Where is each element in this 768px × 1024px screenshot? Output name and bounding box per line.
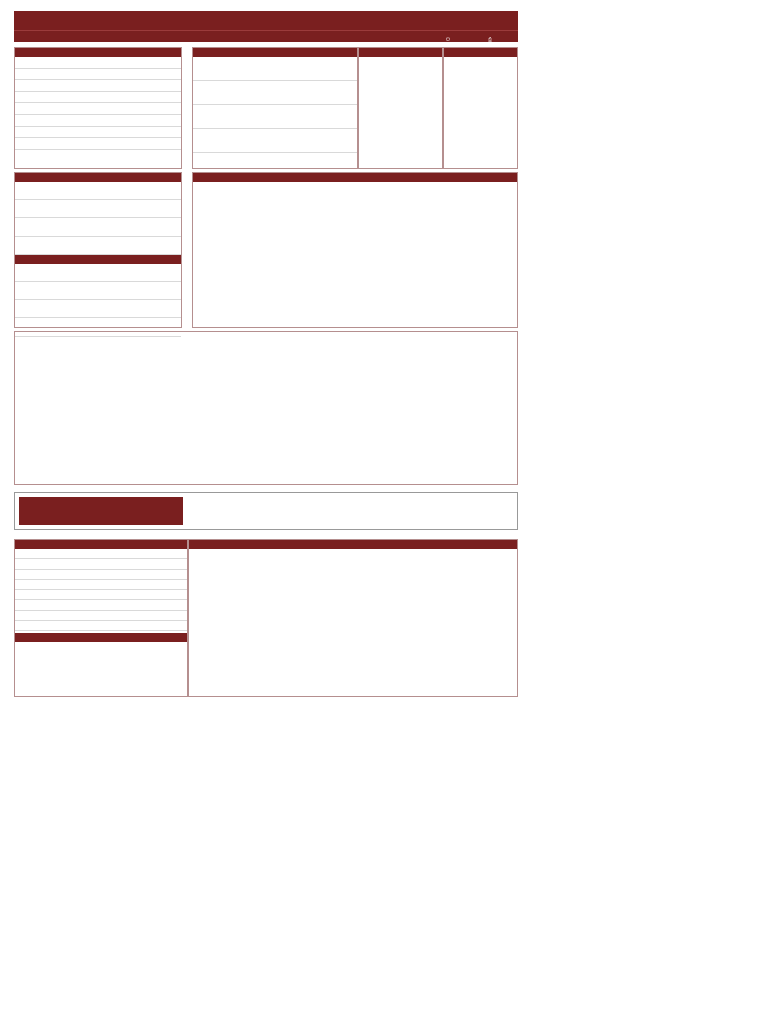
app [14,11,518,42]
table-row [15,138,181,150]
life-palace-title [15,633,187,642]
table-row [15,200,181,218]
table-row [15,590,187,600]
day-master-header [15,48,181,57]
life-star-title [359,48,442,57]
mobility-title [15,540,187,549]
table-row [193,81,357,105]
gua-panel [443,47,518,169]
annual-title [189,540,517,549]
table-row [15,570,187,580]
natal-chart-panel [192,172,518,328]
table-row [15,264,181,282]
bazi-box-title [19,497,183,525]
top-banner [14,11,518,30]
favorable-header [15,173,181,182]
table-row [15,600,187,610]
luck-pillars-grid [15,332,517,484]
table-row [15,182,181,200]
table-row [15,103,181,115]
mobility-panel [14,539,188,697]
table-row [15,611,187,621]
natal-grid [193,182,517,328]
annual-stars-panel [188,539,518,697]
natal-header [193,173,517,182]
qimen-palace-panel [192,47,358,169]
user-bar [14,30,518,42]
table-row [15,80,181,92]
printer-icon: ⎙ [488,37,493,43]
luck-pillars-panel [14,331,518,485]
power-icon: ⏻ [446,37,450,43]
table-row [193,105,357,129]
life-palace-table [15,642,187,674]
qimen-palace-header [193,48,357,57]
table-row [193,57,357,81]
table-row [15,237,181,255]
unfavorable-table [15,264,181,337]
table-row [15,282,181,300]
annual-grid [189,549,517,696]
favorable-table [15,182,181,255]
table-row [15,300,181,318]
table-row [15,559,187,569]
qimen-palace-table [193,57,357,153]
mobility-table [15,549,187,631]
directions-panel [14,172,182,328]
table-row [15,621,187,631]
day-master-panel [14,47,182,169]
unfavorable-header [15,255,181,264]
table-row [15,115,181,127]
table-row [193,129,357,153]
table-row [15,92,181,104]
table-row [15,218,181,236]
table-row [15,69,181,81]
day-master-table [15,57,181,150]
table-row [15,57,181,69]
table-row [15,127,181,139]
life-star-panel [358,47,443,169]
gua-title [444,48,517,57]
table-row [15,549,187,559]
bazi-elements-panel [14,492,518,530]
table-row [15,580,187,590]
